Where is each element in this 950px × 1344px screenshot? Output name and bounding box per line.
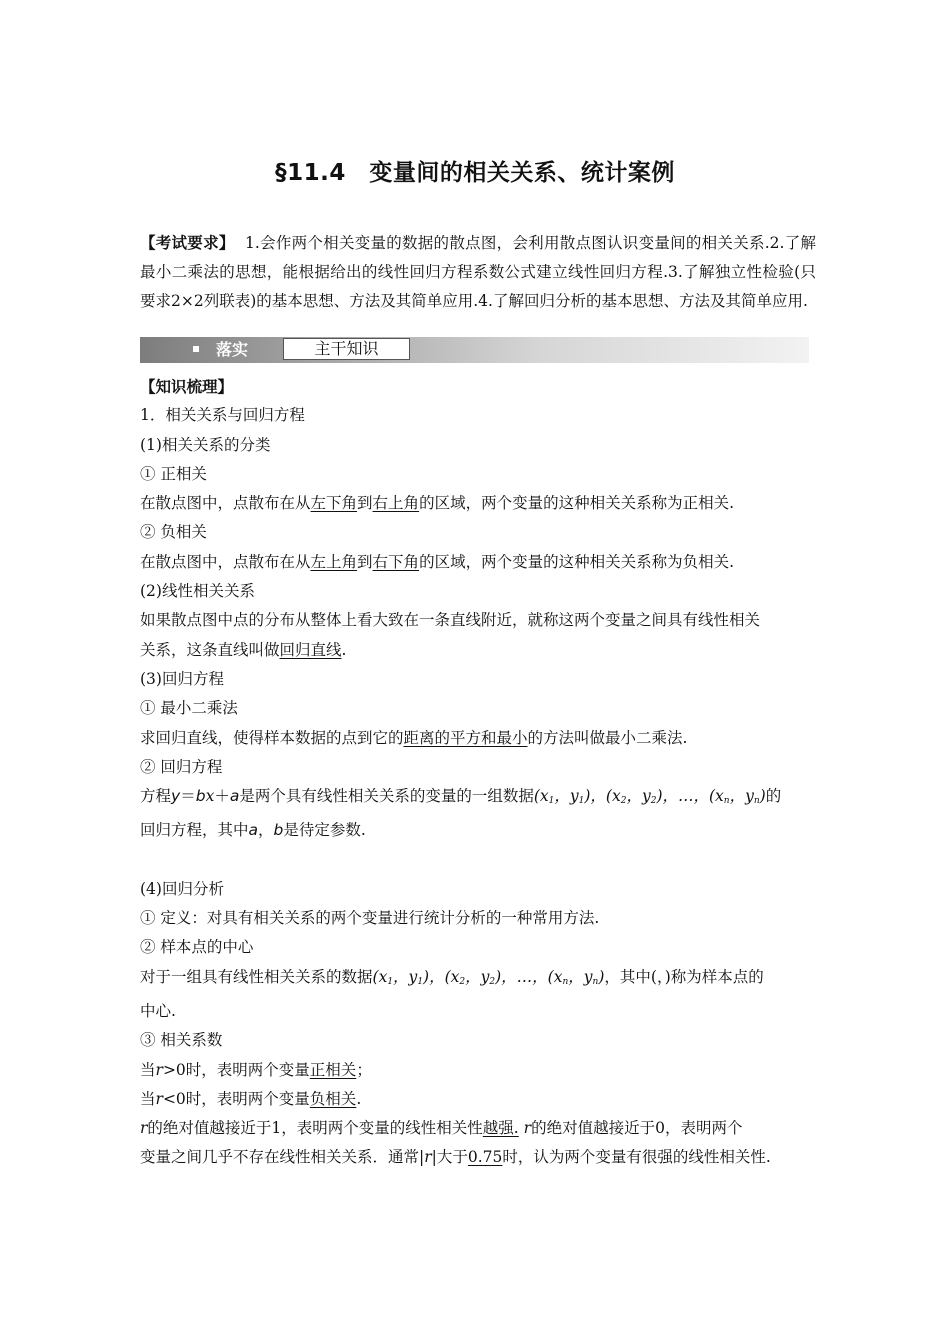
text: 回归方程，其中 [140, 821, 249, 840]
text: 时，认为两个变量有很强的线性相关性. [502, 1148, 771, 1167]
least-squares-text [140, 724, 816, 753]
correlation-line-2 [140, 1085, 816, 1114]
section-banner [140, 328, 816, 372]
exam-requirements [140, 228, 816, 316]
regression-eq-line [140, 782, 816, 816]
text: 在散点图中，点散布在从 [140, 494, 311, 513]
regression-eq-title: ② 回归方程 [140, 757, 223, 776]
negative-text [140, 548, 816, 577]
data-points: ($x_1$，$y_1$)，($x_2$，$y_2$)，…，($x_n$，$y_n$) [533, 787, 766, 807]
text: >0时，表明两个变量 [162, 1060, 310, 1079]
text: 是待定参数. [283, 821, 366, 840]
text: 是两个具有线性相关关系的变量的一组数据 [239, 787, 534, 806]
positive-text [140, 489, 816, 518]
math-var: r [424, 1148, 432, 1167]
answer-blank: 左下角 [310, 494, 358, 513]
math-var: r [155, 1060, 163, 1079]
heading-1: 1．相关关系与回归方程 [140, 406, 305, 425]
text: <0时，表明两个变量 [162, 1089, 310, 1108]
banner-right-label: 主干知识 [283, 338, 410, 360]
math-var: r [155, 1089, 163, 1108]
center-text-2: 中心. [140, 1001, 176, 1020]
regression-eq-line-2 [140, 816, 816, 845]
requirements-text: 1.会作两个相关变量的数据的散点图，会利用散点图认识变量间的相关关系.2.了解最小二乘法的思想，能根据给出的线性回归方程系数公式建立线性回归方程.3.了解独立性检验(只要求2×2列联表)的基本思想、方法及其简单应用.4.了解回归分析的基本思想、方法及其简单应用. [140, 234, 816, 310]
text: ， [258, 821, 274, 840]
banner-left-label: 落实 [216, 340, 249, 359]
spacer [140, 846, 816, 875]
text: 到 [357, 494, 373, 513]
text: |大于 [431, 1148, 468, 1167]
answer-blank: 越强. [482, 1119, 519, 1138]
section-heading: 【知识梳理】 [140, 377, 234, 396]
text: 的区域，两个变量的这种相关关系称为正相关. [419, 494, 734, 513]
answer-blank: 距离的平方和最小 [403, 728, 528, 747]
text: 变量之间几乎不存在线性相关关系．通常| [140, 1148, 425, 1167]
math-op: ＝ [180, 787, 196, 806]
definition-text: ① 定义：对具有相关关系的两个变量进行统计分析的一种常用方法. [140, 909, 600, 928]
correlation-title: ③ 相关系数 [140, 1031, 223, 1050]
answer-blank: 0.75 [467, 1148, 503, 1167]
data-points: ($x_1$，$y_1$)，($x_2$，$y_2$)，…，($x_n$，$y_n$) [372, 967, 605, 987]
subheading-1: (1)相关关系的分类 [140, 435, 271, 454]
correlation-line-4 [140, 1143, 816, 1172]
linear-text-2 [140, 636, 816, 665]
answer-blank: 右下角 [372, 552, 420, 571]
text: 关系，这条直线叫做 [140, 640, 280, 659]
text: 到 [357, 552, 373, 571]
answer-blank: 回归直线 [279, 640, 342, 659]
math-var: x [205, 787, 215, 806]
correlation-line-3 [140, 1114, 816, 1143]
math-var: r [523, 1119, 532, 1138]
text: 的方法叫做最小二乘法. [527, 728, 688, 747]
text: 的绝对值越接近于1，表明两个变量的线性相关性 [147, 1119, 483, 1138]
math-var: b [273, 821, 284, 840]
text: 当 [140, 1060, 156, 1079]
text: 的区域，两个变量的这种相关关系称为负相关. [419, 552, 734, 571]
page-content [140, 228, 816, 1173]
positive-title: ① 正相关 [140, 464, 207, 483]
answer-blank: 负相关 [309, 1089, 357, 1108]
text: 的 [765, 787, 782, 806]
banner-square-icon [193, 346, 199, 352]
text: 当 [140, 1089, 156, 1108]
text: . [356, 1089, 362, 1108]
answer-blank: 右上角 [372, 494, 420, 513]
math-var: a [248, 821, 259, 840]
text: 的绝对值越接近于0，表明两个 [531, 1119, 743, 1138]
answer-blank: 正相关 [309, 1060, 357, 1079]
linear-text-1: 如果散点图中点的分布从整体上看大致在一条直线附近，就称这两个变量之间具有线性相关 [140, 611, 761, 630]
requirements-tag: 【考试要求】 [140, 233, 235, 252]
center-text [140, 963, 816, 997]
text: ； [356, 1060, 372, 1079]
text: 在散点图中，点散布在从 [140, 552, 311, 571]
text: 方程 [140, 787, 172, 806]
text: 求回归直线，使得样本数据的点到它的 [140, 728, 404, 747]
subheading-3: (3)回归方程 [140, 669, 224, 688]
text: ，其中(，)称为样本点的 [604, 967, 764, 986]
subheading-4: (4)回归分析 [140, 879, 224, 898]
answer-blank: 左上角 [310, 552, 358, 571]
math-var: a [229, 787, 240, 806]
text: 对于一组具有线性相关关系的数据 [140, 967, 373, 986]
math-op: ＋ [214, 787, 230, 806]
negative-title: ② 负相关 [140, 523, 207, 542]
center-title: ② 样本点的中心 [140, 938, 254, 957]
page-title: §11.4 变量间的相关关系、统计案例 [275, 160, 675, 186]
least-squares-title: ① 最小二乘法 [140, 699, 238, 718]
correlation-line-1 [140, 1056, 816, 1085]
math-var: y [171, 787, 181, 806]
text: . [341, 640, 347, 659]
math-var: b [195, 787, 206, 806]
math-var: r [140, 1119, 148, 1138]
subheading-2: (2)线性相关关系 [140, 582, 255, 601]
